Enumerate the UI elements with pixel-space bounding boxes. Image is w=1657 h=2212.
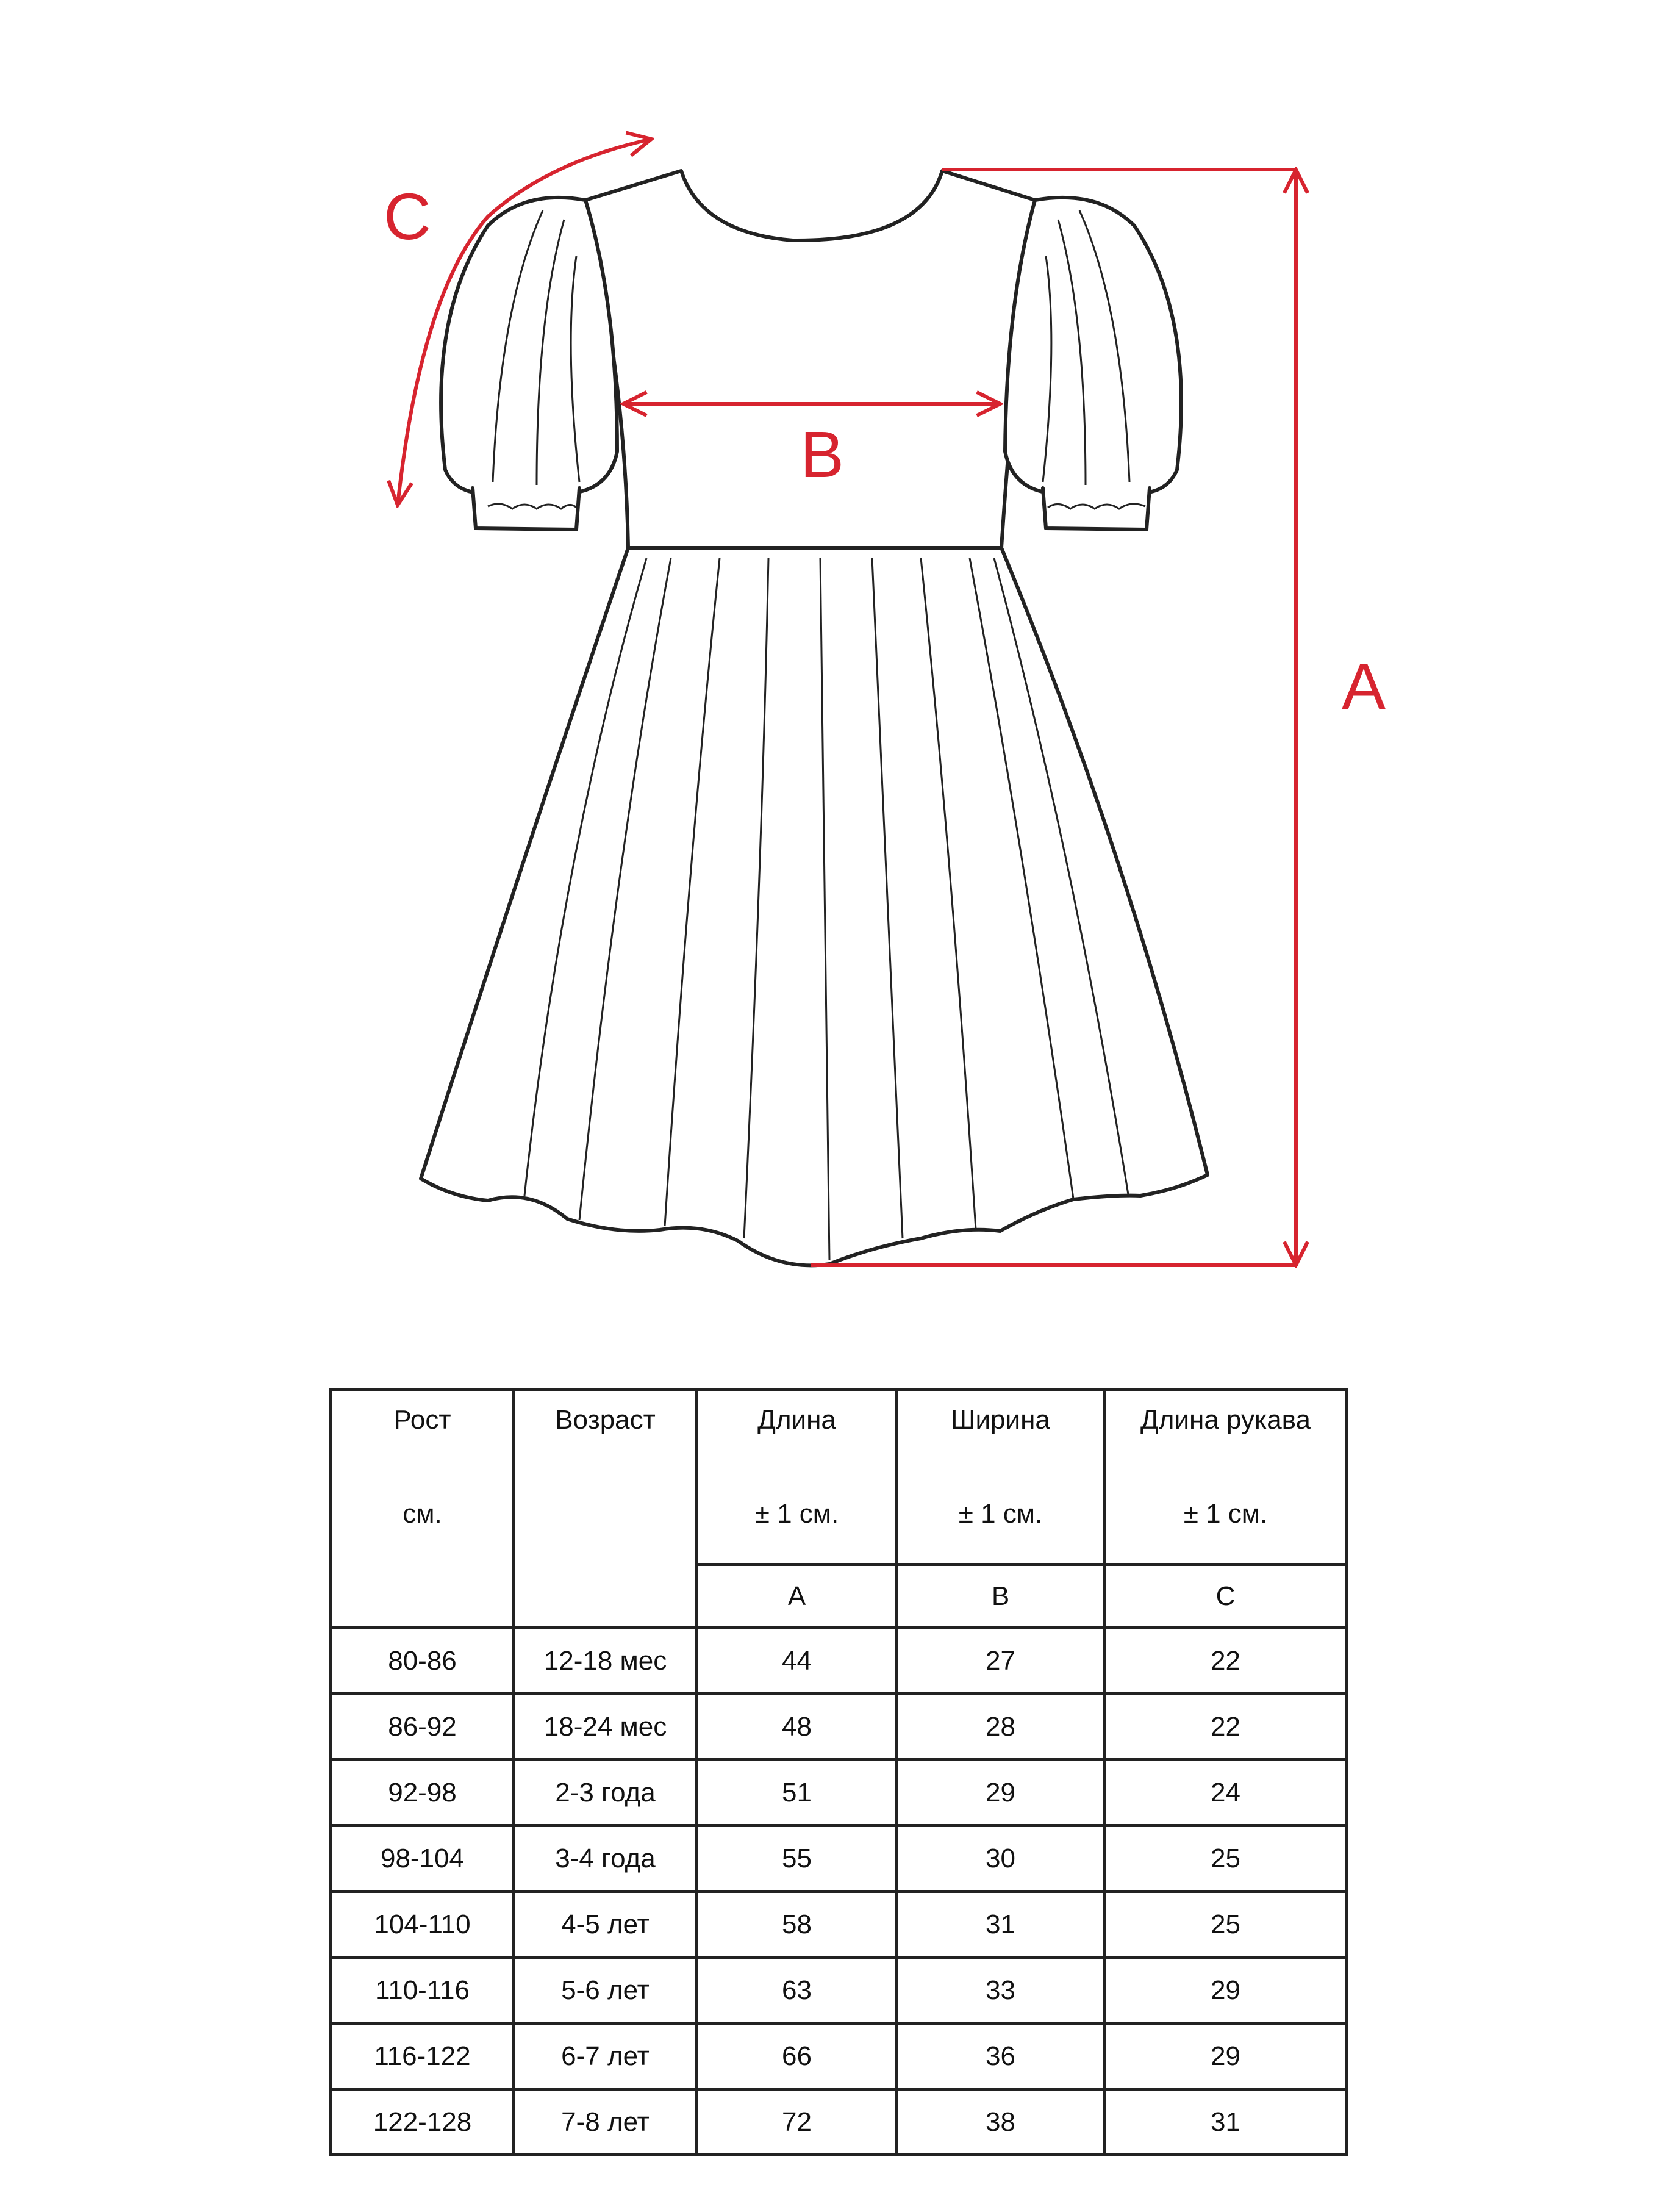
cell-width: 33 [897, 1958, 1104, 2023]
cell-age: 3-4 года [514, 1826, 697, 1892]
cell-height: 116-122 [331, 2023, 514, 2089]
cell-height: 92-98 [331, 1760, 514, 1826]
cell-length: 51 [697, 1760, 897, 1826]
dress-skirt [421, 548, 1208, 1265]
cell-length: 72 [697, 2089, 897, 2155]
cell-age: 2-3 года [514, 1760, 697, 1826]
left-cuff [473, 488, 579, 530]
right-sleeve [1005, 198, 1181, 494]
cell-length: 63 [697, 1958, 897, 2023]
cell-age: 18-24 мес [514, 1694, 697, 1760]
table-row [331, 1826, 1347, 1892]
cell-sleeve: 22 [1104, 1628, 1347, 1694]
cell-sleeve: 22 [1104, 1694, 1347, 1760]
cell-sleeve: 24 [1104, 1760, 1347, 1826]
header-length [697, 1390, 897, 1565]
table-row [331, 1958, 1347, 2023]
table-row [331, 1628, 1347, 1694]
cell-sleeve: 29 [1104, 1958, 1347, 2023]
cell-width: 27 [897, 1628, 1104, 1694]
cell-length: 58 [697, 1892, 897, 1958]
cell-height: 122-128 [331, 2089, 514, 2155]
dress-bodice [585, 171, 1035, 548]
cell-height: 110-116 [331, 1958, 514, 2023]
cell-height: 104-110 [331, 1892, 514, 1958]
cell-width: 31 [897, 1892, 1104, 1958]
cell-width: 29 [897, 1760, 1104, 1826]
table-row [331, 1760, 1347, 1826]
header-width-tolerance: ± 1 см. [958, 1499, 1043, 1529]
table-row [331, 2023, 1347, 2089]
header-length-tolerance: ± 1 см. [754, 1499, 839, 1529]
cell-age: 5-6 лет [514, 1958, 697, 2023]
size-table [329, 1388, 1348, 2156]
header-length-code: A [697, 1565, 897, 1628]
cell-length: 55 [697, 1826, 897, 1892]
label-b: B [800, 417, 845, 491]
table-row [331, 1694, 1347, 1760]
cell-width: 28 [897, 1694, 1104, 1760]
cell-age: 6-7 лет [514, 2023, 697, 2089]
header-sleeve [1104, 1390, 1347, 1565]
cell-sleeve: 31 [1104, 2089, 1347, 2155]
header-age-title: Возраст [555, 1405, 656, 1435]
header-width [897, 1390, 1104, 1565]
header-length-title: Длина [757, 1405, 836, 1435]
size-rows [331, 1628, 1347, 2155]
label-c: C [384, 179, 431, 253]
cell-age: 7-8 лет [514, 2089, 697, 2155]
cell-age: 4-5 лет [514, 1892, 697, 1958]
header-height [331, 1390, 514, 1628]
cell-height: 80-86 [331, 1628, 514, 1694]
header-width-title: Ширина [951, 1405, 1050, 1435]
cell-height: 86-92 [331, 1694, 514, 1760]
header-sleeve-code: C [1104, 1565, 1347, 1628]
header-age [514, 1390, 697, 1628]
cell-length: 66 [697, 2023, 897, 2089]
cell-width: 30 [897, 1826, 1104, 1892]
dress-outline [421, 171, 1208, 1265]
header-width-code: B [897, 1565, 1104, 1628]
cell-sleeve: 25 [1104, 1892, 1347, 1958]
header-height-title: Рост [393, 1405, 451, 1435]
cell-age: 12-18 мес [514, 1628, 697, 1694]
header-sleeve-tolerance: ± 1 см. [1183, 1499, 1268, 1529]
label-a: A [1341, 649, 1386, 723]
cell-sleeve: 29 [1104, 2023, 1347, 2089]
header-height-unit: см. [403, 1499, 442, 1529]
table-row [331, 2089, 1347, 2155]
cell-length: 48 [697, 1694, 897, 1760]
cell-sleeve: 25 [1104, 1826, 1347, 1892]
cell-height: 98-104 [331, 1826, 514, 1892]
table-row [331, 1892, 1347, 1958]
cell-width: 38 [897, 2089, 1104, 2155]
cell-width: 36 [897, 2023, 1104, 2089]
cell-length: 44 [697, 1628, 897, 1694]
header-sleeve-title: Длина рукава [1140, 1405, 1311, 1435]
